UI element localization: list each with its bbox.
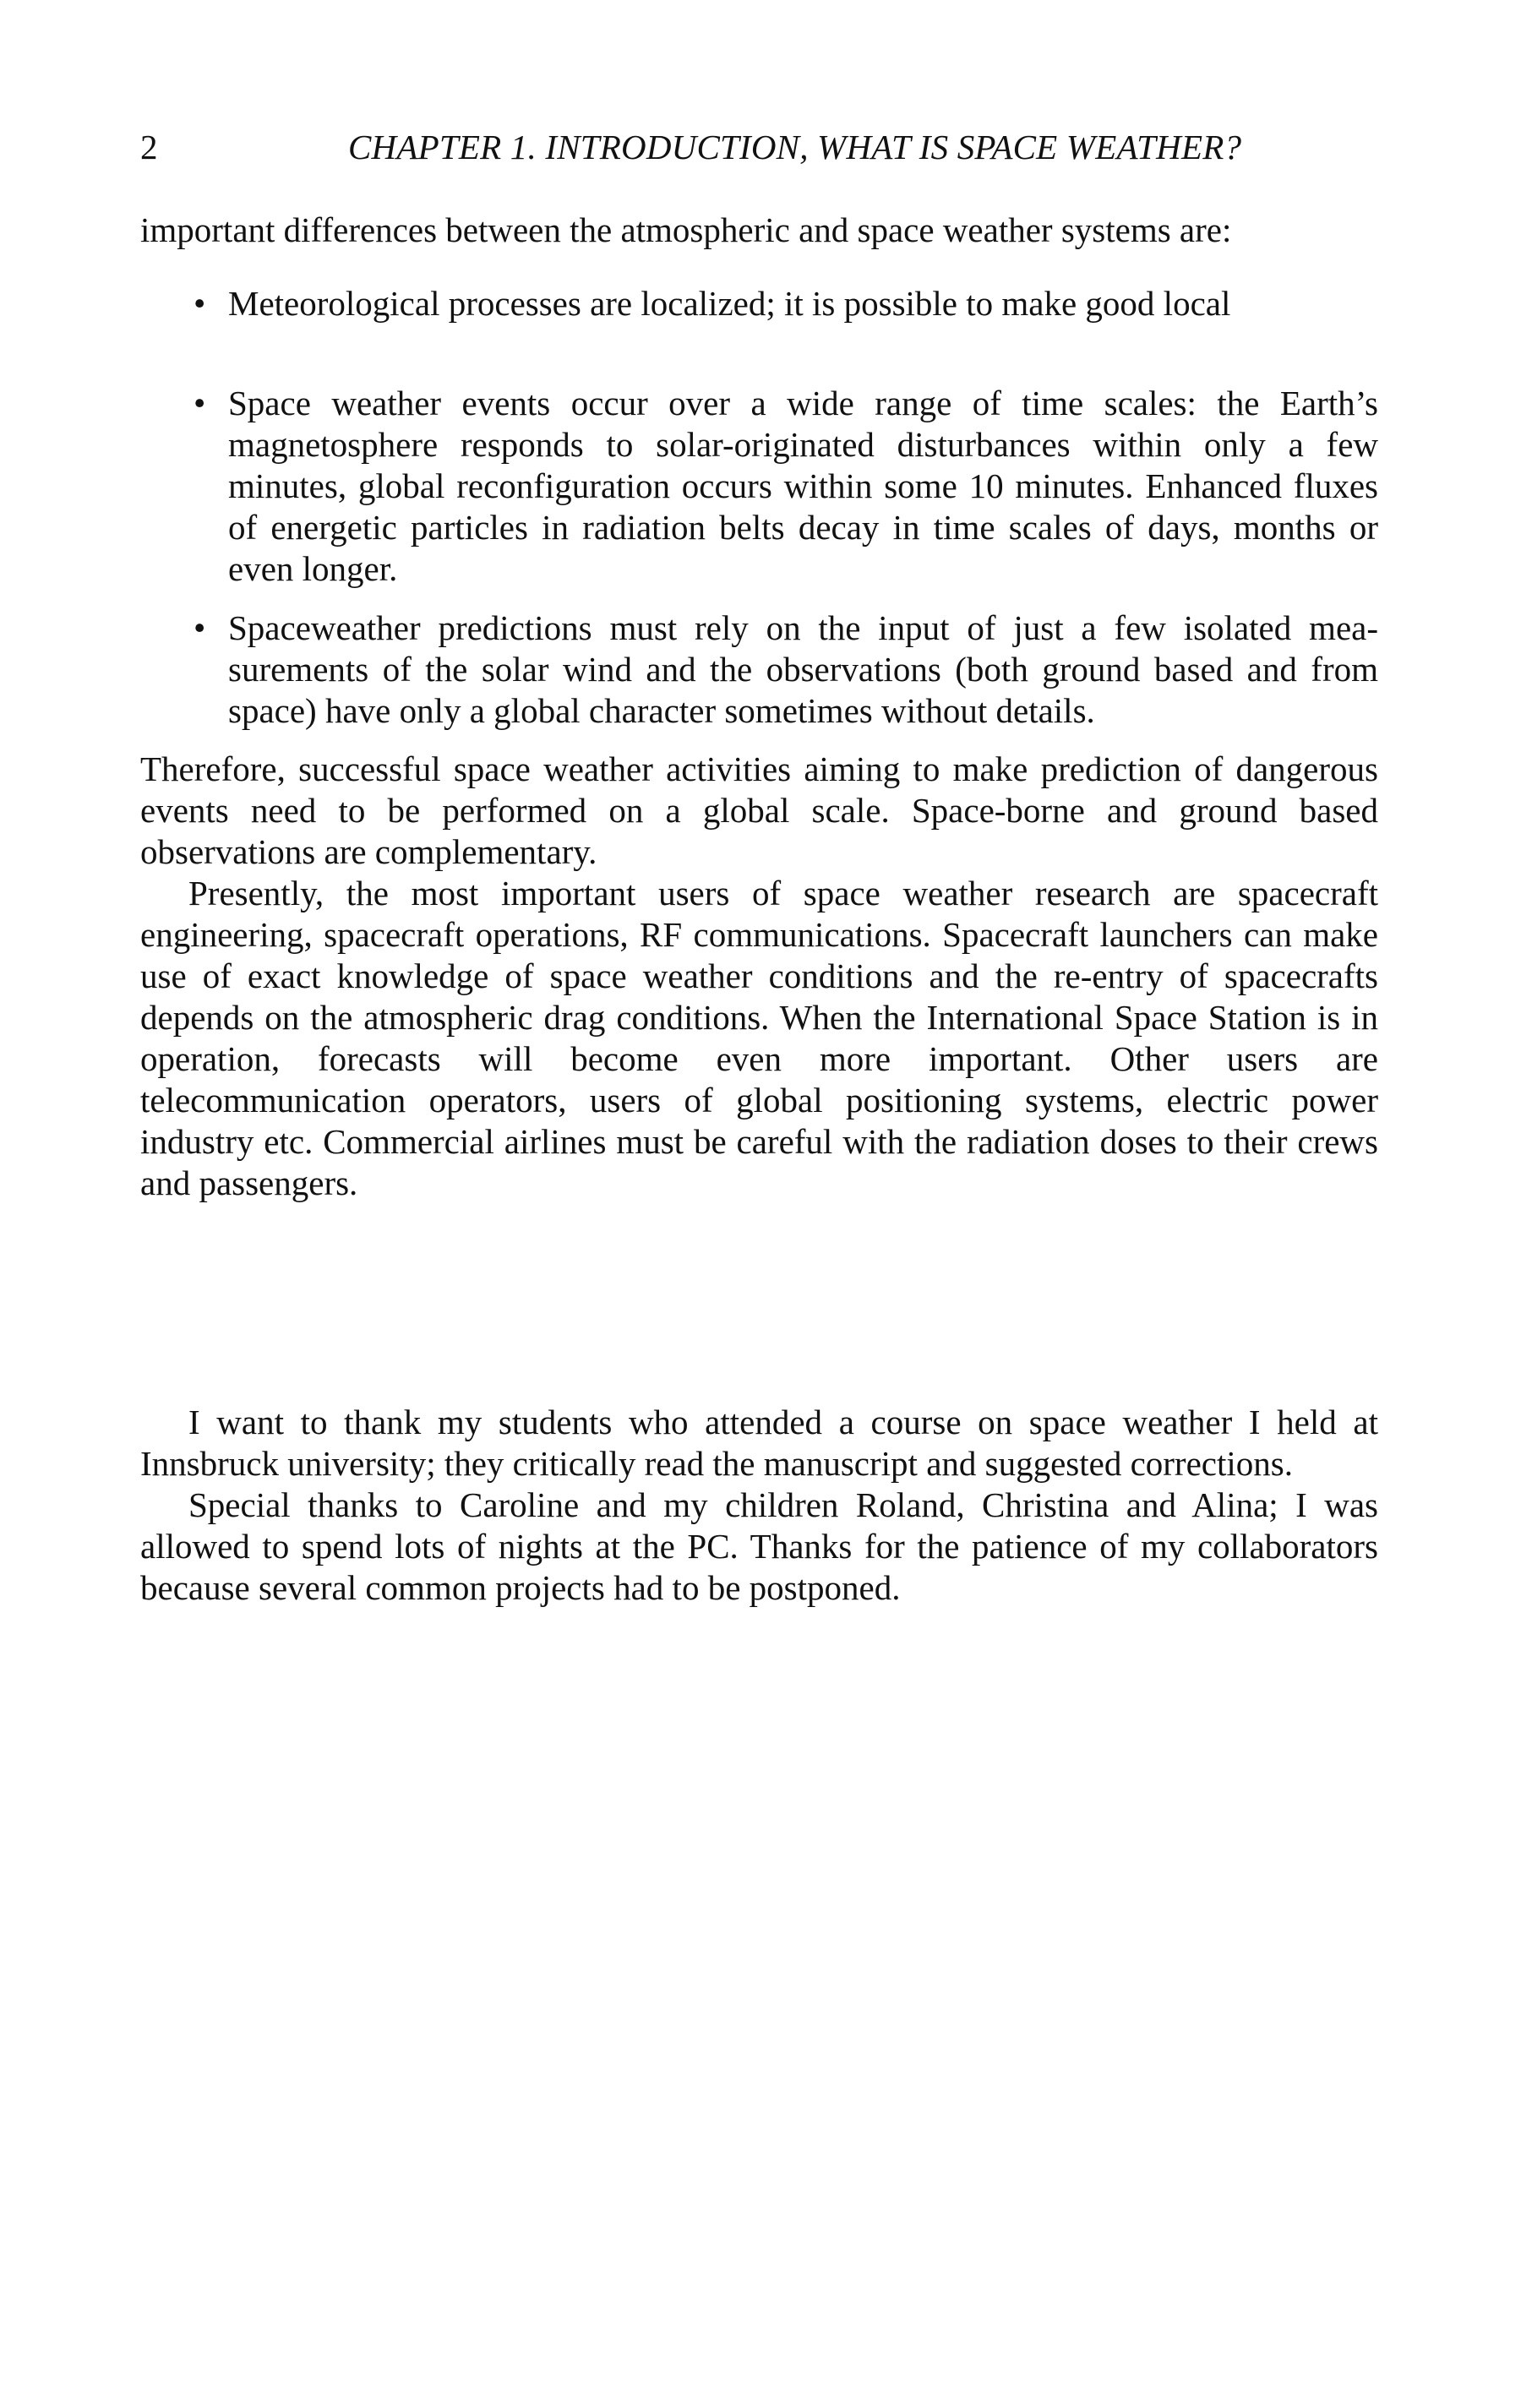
- bullet-icon: •: [194, 608, 206, 647]
- list-item-text: Meteorological processes are localized; it is possible to make good local: [228, 284, 1231, 323]
- bullet-icon: •: [194, 284, 206, 323]
- running-header: [140, 127, 1378, 171]
- intro-paragraph: important differences between the atmospheric and space weather systems are:: [140, 210, 1232, 249]
- chapter-title: CHAPTER 1. INTRODUCTION, WHAT IS SPACE WEATHER?: [348, 128, 1242, 166]
- list-item: [140, 283, 1378, 324]
- acknowledgment-family: Special thanks to Caroline and my children Roland, Christina and Alina; I was allowed to spend lots of nights at the PC. Thanks for the patience of my collaborators because several common projects had to be postponed.: [140, 1485, 1378, 1607]
- list-item: [140, 607, 1378, 732]
- list-item: [140, 383, 1378, 590]
- page-number: 2: [140, 128, 158, 166]
- list-item-text: Spaceweather predictions must rely on the input of just a few isolated measurements of the solar wind and the observations (both ground based and from space) have only a global character sometimes without details.: [228, 608, 1378, 730]
- list-item-text: Space weather events occur over a wide range of time scales: the Earth’s magnetosphere responds to solar-originated disturbances within only a few minutes, global reconfiguration occurs within some 10 minutes. Enhanced fluxes of energetic particles in radiation belts decay in time scales of days, months or even longer.: [228, 384, 1378, 588]
- paragraph-users: Presently, the most important users of space weather research are spacecraft engineering, spacecraft operations, RF communications. Spacecraft launchers can make use of exact knowledge of space weather conditions and the re-entry of spacecrafts depends on the atmospheric drag conditions. When the International Space Station is in operation, forecasts will become even more important. Other users are telecommunication operators, users of global positioning systems, electric power industry etc. Commercial airlines must be careful with the radiation doses to their crews and passengers.: [140, 874, 1378, 1202]
- bullet-icon: •: [194, 384, 206, 422]
- book-page: [140, 127, 1378, 1609]
- paragraph-global-scale: Therefore, successful space weather activities aiming to make prediction of dangerous events need to be performed on a global scale. Space-borne and ground based observations are complementary.: [140, 749, 1378, 871]
- differences-list: [140, 283, 1378, 732]
- acknowledgment-students: I want to thank my students who attended a course on space weather I held at Innsbruck university; they critically read the manuscript and suggested corrections.: [140, 1403, 1378, 1483]
